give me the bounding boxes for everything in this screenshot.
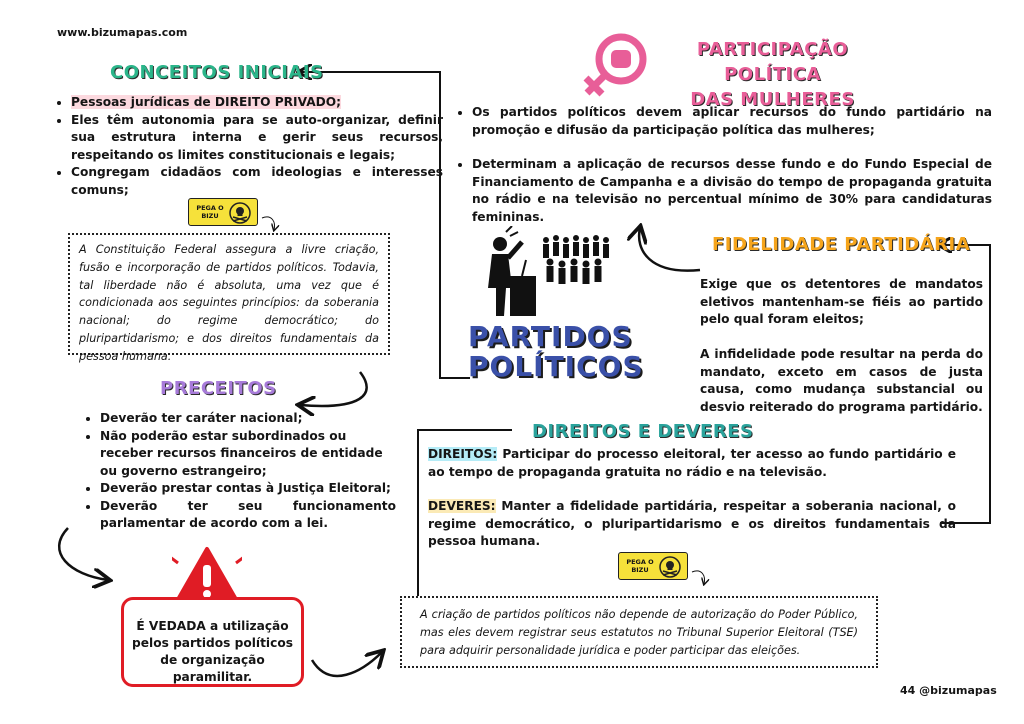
- list-item: • Determinam a aplicação de recursos desse fundo e do Fundo Especial de Financiamento de Campanha e a divisão do tempo de propaganda gratuita no rádio e na televisão no percentual mínimo de 30% para candidaturas femininas.: [472, 156, 992, 226]
- list-item: • Deverão ter caráter nacional;: [100, 410, 396, 428]
- social-handle: @bizumapas: [919, 684, 997, 697]
- site-url[interactable]: www.bizumapas.com: [57, 26, 188, 39]
- conceitos-heading: CONCEITOS INICIAIS: [110, 62, 324, 83]
- list-item: • Deverão prestar contas à Justiça Eleitoral;: [100, 480, 396, 498]
- quote-constituicao: A Constituição Federal assegura a livre criação, fusão e incorporação de partidos políticos. Todavia, tal liberdade não é absoluta, uma vez que é condicionada aos seguintes princípios: da soberania nacional; do regime democrático; do pluripartidarismo; e dos direitos fundamentais da pessoa humana.: [68, 233, 390, 355]
- direitos-heading: DIREITOS E DEVERES: [532, 421, 754, 442]
- fidelidade-text-1: Exige que os detentores de mandatos eletivos mantenham-se fiéis ao partido pelo qual foram eleitos;: [700, 277, 983, 326]
- direitos-text: DIREITOS: Participar do processo eleitoral, ter acesso ao fundo partidário e ao tempo de propaganda gratuita no rádio e na televisão.: [428, 447, 956, 479]
- page-number: 44: [900, 684, 916, 697]
- list-item: • Congregam cidadãos com ideologias e interesses comuns;: [71, 164, 443, 199]
- skull-icon: [229, 202, 251, 224]
- page-title: PARTIDOS POLÍTICOS: [468, 320, 644, 383]
- deveres-text: DEVERES: Manter a fidelidade partidária, respeitar a soberania nacional, o regime democrático, o pluripartidarismo e os direitos fundamentais da pessoa humana.: [428, 499, 956, 548]
- fidelidade-text-2: A infidelidade pode resultar na perda do mandato, exceto em casos de justa causa, como mudança substancial ou desvio reiterado do programa partidário.: [700, 347, 983, 414]
- list-item: • Pessoas jurídicas de DIREITO PRIVADO;: [71, 94, 443, 112]
- mulheres-list: [458, 104, 992, 226]
- curve-arrow-vedada: [59, 528, 108, 580]
- speaker-crowd-icon: [478, 226, 614, 318]
- fidelidade-heading: FIDELIDADE PARTIDÁRIA: [712, 234, 971, 255]
- pega-o-bizu-badge: PEGA O BIZU: [618, 552, 688, 580]
- curve-arrow-mulheres: [639, 228, 700, 271]
- list-item: • Não poderão estar subordinados ou receber recursos financeiros de entidade ou governo estrangeiro;: [100, 428, 396, 481]
- badge-arrow-1: [262, 217, 275, 230]
- curve-arrow-preceitos: [300, 372, 367, 406]
- list-item: • Eles têm autonomia para se auto-organizar, definir sua estrutura interna e gerir seus recursos, respeitando os limites constitucionais e legais;: [71, 112, 443, 165]
- pega-o-bizu-badge: PEGA O BIZU: [188, 198, 258, 226]
- list-item: • Os partidos políticos devem aplicar recursos do fundo partidário na promoção e difusão da participação política das mulheres;: [472, 104, 992, 139]
- preceitos-heading: PRECEITOS: [160, 378, 277, 399]
- badge-arrow-2: [692, 571, 705, 584]
- list-item: • Deverão ter seu funcionamento parlamentar de acordo com a lei.: [100, 498, 396, 533]
- preceitos-list: [86, 410, 396, 533]
- vedada-box: É VEDADA a utilização pelos partidos políticos de organização paramilitar.: [121, 597, 304, 687]
- skull-icon: [659, 556, 681, 578]
- mulheres-heading: PARTICIPAÇÃO POLÍTICA DAS MULHERES: [690, 39, 855, 110]
- deveres-label: DEVERES:: [428, 499, 496, 513]
- conceitos-list: [57, 94, 443, 199]
- direitos-label: DIREITOS:: [428, 447, 498, 461]
- page-footer: [900, 684, 997, 697]
- quote-tse: A criação de partidos políticos não depende de autorização do Poder Público, mas eles devem registrar seus estatutos no Tribunal Superior Eleitoral (TSE) para adquirir personalidade jurídica e poder participar das eleições.: [400, 596, 878, 668]
- curve-arrow-quote2: [312, 652, 382, 676]
- female-fist-icon: [578, 32, 650, 104]
